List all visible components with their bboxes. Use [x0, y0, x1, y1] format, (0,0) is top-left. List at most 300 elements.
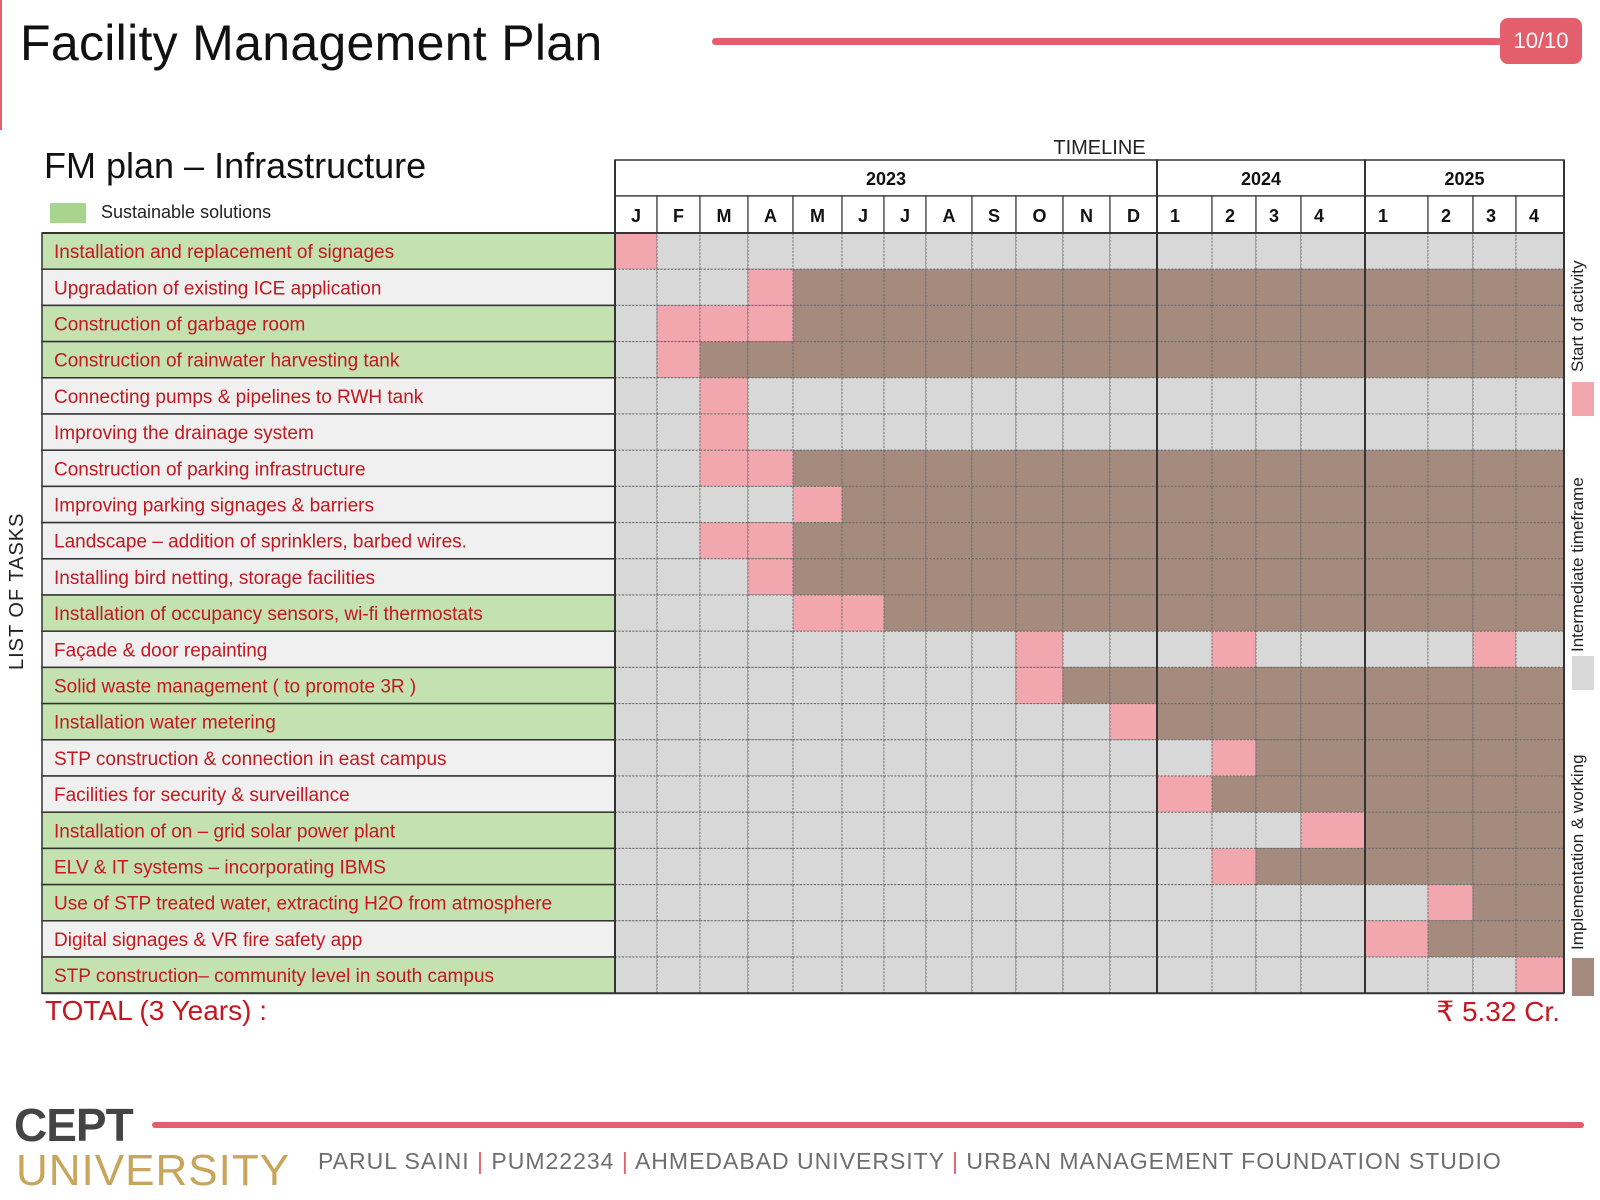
gantt-cell-intermediate — [657, 848, 700, 884]
gantt-cell-intermediate — [1428, 233, 1473, 269]
period-header-cell — [1516, 196, 1564, 233]
gantt-cell-implementation — [1365, 559, 1428, 595]
gantt-cell-intermediate — [748, 486, 793, 522]
period-label: 3 — [1268, 206, 1280, 226]
gantt-cell-implementation — [1157, 595, 1212, 631]
gantt-cell-implementation — [972, 559, 1016, 595]
gantt-cell-implementation — [1428, 450, 1473, 486]
gantt-cell-implementation — [1301, 667, 1365, 703]
gantt-cell-implementation — [1110, 450, 1157, 486]
gantt-cell-implementation — [1301, 342, 1365, 378]
gantt-cell-implementation — [1256, 667, 1301, 703]
gantt-cell-intermediate — [926, 704, 972, 740]
gantt-cell-start — [700, 450, 748, 486]
gantt-cell-implementation — [1301, 559, 1365, 595]
gantt-cell-start — [748, 450, 793, 486]
gantt-cell-intermediate — [657, 414, 700, 450]
gantt-cell-implementation — [1212, 450, 1256, 486]
gantt-cell-intermediate — [1016, 957, 1063, 993]
gantt-cell-implementation — [972, 523, 1016, 559]
gantt-cell-implementation — [1516, 667, 1564, 703]
gantt-cell-intermediate — [700, 559, 748, 595]
period-label: A — [764, 206, 777, 226]
plan-title: FM plan – Infrastructure — [44, 145, 427, 186]
task-name: Construction of parking infrastructure — [54, 459, 366, 481]
gantt-cell-intermediate — [972, 414, 1016, 450]
gantt-cell-intermediate — [842, 776, 884, 812]
gantt-cell-intermediate — [884, 776, 926, 812]
gantt-cell-implementation — [1256, 486, 1301, 522]
gantt-cell-intermediate — [1063, 740, 1110, 776]
gantt-cell-implementation — [1428, 523, 1473, 559]
gantt-cell-intermediate — [1157, 740, 1212, 776]
gantt-cell-intermediate — [1157, 885, 1212, 921]
gantt-cell-start — [842, 595, 884, 631]
gantt-cell-intermediate — [615, 740, 657, 776]
gantt-cell-intermediate — [748, 667, 793, 703]
gantt-cell-intermediate — [1473, 233, 1516, 269]
gantt-cell-intermediate — [615, 378, 657, 414]
gantt-cell-intermediate — [972, 921, 1016, 957]
gantt-cell-implementation — [1157, 523, 1212, 559]
gantt-cell-intermediate — [1212, 921, 1256, 957]
gantt-cell-implementation — [842, 305, 884, 341]
gantt-cell-implementation — [1516, 740, 1564, 776]
gantt-cell-intermediate — [615, 704, 657, 740]
gantt-cell-implementation — [884, 595, 926, 631]
gantt-cell-implementation — [1016, 486, 1063, 522]
gantt-cell-implementation — [926, 342, 972, 378]
gantt-cell-implementation — [1473, 450, 1516, 486]
gantt-cell-implementation — [1016, 305, 1063, 341]
gantt-cell-intermediate — [884, 233, 926, 269]
gantt-cell-implementation — [1365, 269, 1428, 305]
task-name: Use of STP treated water, extracting H2O from atmosphere — [54, 893, 553, 915]
gantt-cell-intermediate — [615, 631, 657, 667]
gantt-cell-implementation — [1157, 305, 1212, 341]
gantt-cell-intermediate — [700, 885, 748, 921]
gantt-cell-intermediate — [842, 957, 884, 993]
gantt-cell-implementation — [926, 450, 972, 486]
gantt-cell-intermediate — [1110, 740, 1157, 776]
gantt-cell-implementation — [1428, 740, 1473, 776]
gantt-cell-implementation — [1428, 559, 1473, 595]
task-name: STP construction– community level in south campus — [54, 966, 495, 988]
gantt-cell-start — [700, 305, 748, 341]
gantt-cell-implementation — [1110, 305, 1157, 341]
gantt-cell-implementation — [1473, 740, 1516, 776]
gantt-cell-intermediate — [1428, 414, 1473, 450]
gantt-cell-implementation — [748, 342, 793, 378]
gantt-cell-implementation — [1428, 305, 1473, 341]
gantt-cell-implementation — [1473, 486, 1516, 522]
gantt-cell-implementation — [1256, 450, 1301, 486]
gantt-cell-start — [615, 233, 657, 269]
gantt-cell-intermediate — [1365, 414, 1428, 450]
gantt-cell-implementation — [1256, 740, 1301, 776]
gantt-cell-implementation — [1212, 559, 1256, 595]
timeline-label: TIMELINE — [1053, 137, 1146, 159]
gantt-cell-implementation — [1063, 305, 1110, 341]
gantt-cell-intermediate — [1016, 233, 1063, 269]
gantt-cell-implementation — [972, 486, 1016, 522]
gantt-cell-implementation — [884, 486, 926, 522]
gantt-cell-implementation — [1301, 305, 1365, 341]
gantt-cell-intermediate — [842, 631, 884, 667]
gantt-cell-implementation — [926, 269, 972, 305]
footer-author: PARUL SAINI — [318, 1148, 470, 1174]
gantt-cell-intermediate — [657, 523, 700, 559]
gantt-cell-intermediate — [926, 378, 972, 414]
gantt-cell-intermediate — [1157, 812, 1212, 848]
gantt-cell-intermediate — [842, 414, 884, 450]
gantt-cell-intermediate — [1110, 631, 1157, 667]
period-label: 1 — [1377, 206, 1389, 226]
gantt-cell-intermediate — [972, 740, 1016, 776]
gantt-cell-implementation — [1256, 559, 1301, 595]
gantt-cell-intermediate — [1212, 957, 1256, 993]
gantt-cell-intermediate — [700, 595, 748, 631]
gantt-cell-intermediate — [1016, 378, 1063, 414]
gantt-cell-start — [657, 305, 700, 341]
gantt-cell-intermediate — [657, 486, 700, 522]
gantt-cell-implementation — [1516, 921, 1564, 957]
gantt-cell-intermediate — [748, 776, 793, 812]
gantt-cell-implementation — [793, 305, 842, 341]
gantt-cell-intermediate — [700, 631, 748, 667]
gantt-cell-intermediate — [1301, 414, 1365, 450]
task-name: Digital signages & VR fire safety app — [54, 929, 363, 951]
period-header-cell — [1157, 196, 1212, 233]
gantt-cell-intermediate — [1212, 812, 1256, 848]
gantt-cell-intermediate — [1157, 233, 1212, 269]
gantt-cell-implementation — [1110, 486, 1157, 522]
gantt-cell-implementation — [1516, 704, 1564, 740]
gantt-cell-implementation — [1365, 740, 1428, 776]
gantt-cell-start — [1212, 631, 1256, 667]
gantt-cell-implementation — [1516, 812, 1564, 848]
gantt-cell-implementation — [1157, 486, 1212, 522]
gantt-cell-intermediate — [926, 740, 972, 776]
gantt-cell-implementation — [1157, 269, 1212, 305]
gantt-cell-intermediate — [972, 667, 1016, 703]
gantt-cell-intermediate — [615, 776, 657, 812]
gantt-cell-intermediate — [1157, 921, 1212, 957]
gantt-cell-intermediate — [884, 740, 926, 776]
gantt-cell-implementation — [1212, 704, 1256, 740]
gantt-cell-intermediate — [1365, 957, 1428, 993]
gantt-cell-implementation — [1516, 595, 1564, 631]
gantt-cell-implementation — [1256, 305, 1301, 341]
period-label: M — [716, 206, 732, 226]
gantt-cell-intermediate — [842, 812, 884, 848]
gantt-cell-intermediate — [842, 233, 884, 269]
gantt-cell-intermediate — [793, 631, 842, 667]
gantt-cell-intermediate — [700, 233, 748, 269]
footer-student-id: PUM22234 — [491, 1148, 615, 1174]
gantt-cell-implementation — [1063, 559, 1110, 595]
gantt-cell-intermediate — [1428, 631, 1473, 667]
gantt-cell-intermediate — [1063, 414, 1110, 450]
gantt-cell-intermediate — [884, 378, 926, 414]
gantt-cell-intermediate — [1256, 957, 1301, 993]
gantt-cell-implementation — [1110, 523, 1157, 559]
period-label: 2 — [1224, 206, 1236, 226]
gantt-cell-implementation — [926, 523, 972, 559]
gantt-cell-start — [1428, 885, 1473, 921]
gantt-cell-implementation — [700, 342, 748, 378]
gantt-cell-intermediate — [793, 776, 842, 812]
gantt-cell-implementation — [1473, 305, 1516, 341]
gantt-cell-implementation — [1516, 848, 1564, 884]
gantt-cell-intermediate — [700, 704, 748, 740]
task-name: Installation of on – grid solar power plant — [54, 821, 396, 843]
gantt-cell-intermediate — [1016, 885, 1063, 921]
gantt-cell-start — [748, 559, 793, 595]
gantt-cell-intermediate — [700, 812, 748, 848]
gantt-cell-implementation — [1473, 559, 1516, 595]
gantt-cell-intermediate — [1301, 921, 1365, 957]
period-header-cell — [1365, 196, 1428, 233]
gantt-cell-implementation — [1301, 740, 1365, 776]
gantt-cell-intermediate — [1473, 378, 1516, 414]
gantt-cell-implementation — [1473, 523, 1516, 559]
task-name: Improving the drainage system — [54, 423, 314, 445]
gantt-cell-implementation — [1365, 305, 1428, 341]
start-legend-swatch — [1572, 382, 1594, 416]
period-label: D — [1127, 206, 1140, 226]
gantt-cell-intermediate — [1063, 885, 1110, 921]
gantt-cell-intermediate — [884, 921, 926, 957]
gantt-cell-implementation — [1016, 559, 1063, 595]
gantt-cell-intermediate — [615, 667, 657, 703]
period-label: N — [1080, 206, 1093, 226]
gantt-cell-intermediate — [748, 957, 793, 993]
gantt-cell-intermediate — [926, 921, 972, 957]
gantt-cell-implementation — [1212, 342, 1256, 378]
gantt-cell-intermediate — [748, 378, 793, 414]
gantt-cell-intermediate — [793, 740, 842, 776]
gantt-cell-intermediate — [700, 740, 748, 776]
intermediate-legend-swatch — [1572, 656, 1594, 690]
gantt-cell-implementation — [1016, 523, 1063, 559]
gantt-cell-start — [700, 523, 748, 559]
university-logo-top: CEPT — [14, 1099, 133, 1151]
gantt-cell-start — [1301, 812, 1365, 848]
gantt-cell-implementation — [1365, 812, 1428, 848]
gantt-cell-implementation — [1256, 595, 1301, 631]
gantt-cell-implementation — [1516, 305, 1564, 341]
gantt-cell-implementation — [1473, 921, 1516, 957]
gantt-cell-implementation — [1473, 812, 1516, 848]
gantt-cell-intermediate — [615, 848, 657, 884]
gantt-cell-intermediate — [657, 885, 700, 921]
gantt-cell-intermediate — [615, 559, 657, 595]
gantt-cell-intermediate — [972, 631, 1016, 667]
gantt-cell-implementation — [1212, 305, 1256, 341]
gantt-cell-intermediate — [842, 378, 884, 414]
gantt-cell-implementation — [1516, 559, 1564, 595]
footer-studio: URBAN MANAGEMENT FOUNDATION STUDIO — [966, 1148, 1502, 1174]
gantt-cell-intermediate — [615, 486, 657, 522]
gantt-cell-implementation — [1157, 559, 1212, 595]
gantt-cell-intermediate — [1110, 848, 1157, 884]
gantt-cell-implementation — [1063, 486, 1110, 522]
gantt-cell-intermediate — [972, 848, 1016, 884]
gantt-cell-implementation — [1365, 486, 1428, 522]
gantt-cell-intermediate — [1063, 233, 1110, 269]
tasks-axis-label: LIST OF TASKS — [6, 512, 28, 670]
gantt-cell-start — [1365, 921, 1428, 957]
gantt-cell-intermediate — [793, 885, 842, 921]
gantt-cell-intermediate — [1016, 414, 1063, 450]
gantt-cell-implementation — [1016, 450, 1063, 486]
gantt-cell-intermediate — [972, 957, 1016, 993]
gantt-cell-intermediate — [793, 233, 842, 269]
gantt-cell-implementation — [1428, 269, 1473, 305]
gantt-cell-start — [748, 269, 793, 305]
gantt-cell-start — [748, 523, 793, 559]
gantt-cell-intermediate — [748, 812, 793, 848]
gantt-cell-intermediate — [842, 848, 884, 884]
gantt-cell-intermediate — [1110, 776, 1157, 812]
gantt-cell-intermediate — [793, 812, 842, 848]
task-name: Solid waste management ( to promote 3R ) — [54, 676, 417, 698]
gantt-cell-implementation — [1301, 450, 1365, 486]
gantt-cell-intermediate — [700, 957, 748, 993]
gantt-cell-implementation — [842, 450, 884, 486]
gantt-cell-intermediate — [1256, 812, 1301, 848]
gantt-cell-implementation — [926, 595, 972, 631]
footer-credits — [318, 1148, 1502, 1175]
gantt-cell-implementation — [1428, 667, 1473, 703]
gantt-cell-intermediate — [1016, 848, 1063, 884]
gantt-cell-intermediate — [972, 233, 1016, 269]
gantt-cell-intermediate — [1063, 631, 1110, 667]
gantt-cell-intermediate — [615, 269, 657, 305]
gantt-cell-implementation — [1256, 523, 1301, 559]
gantt-cell-implementation — [972, 595, 1016, 631]
sustainable-legend-label: Sustainable solutions — [101, 202, 272, 222]
gantt-cell-implementation — [1365, 667, 1428, 703]
gantt-cell-intermediate — [1110, 885, 1157, 921]
gantt-cell-implementation — [1212, 776, 1256, 812]
gantt-cell-implementation — [1016, 269, 1063, 305]
task-name: STP construction & connection in east campus — [54, 748, 447, 770]
gantt-cell-intermediate — [842, 921, 884, 957]
gantt-cell-intermediate — [1016, 740, 1063, 776]
gantt-cell-intermediate — [1516, 233, 1564, 269]
gantt-cell-intermediate — [657, 378, 700, 414]
gantt-cell-implementation — [1212, 269, 1256, 305]
gantt-cell-intermediate — [657, 776, 700, 812]
gantt-cell-intermediate — [884, 704, 926, 740]
gantt-cell-intermediate — [884, 848, 926, 884]
page-number-badge: 10/10 — [1500, 18, 1582, 64]
gantt-cell-implementation — [1365, 523, 1428, 559]
gantt-cell-implementation — [1473, 342, 1516, 378]
gantt-cell-implementation — [884, 305, 926, 341]
gantt-cell-intermediate — [1110, 812, 1157, 848]
gantt-cell-intermediate — [615, 305, 657, 341]
gantt-cell-intermediate — [1516, 414, 1564, 450]
gantt-cell-implementation — [1301, 776, 1365, 812]
gantt-cell-implementation — [1428, 812, 1473, 848]
gantt-cell-intermediate — [1157, 378, 1212, 414]
period-label: 1 — [1169, 206, 1181, 226]
gantt-cell-intermediate — [1256, 233, 1301, 269]
gantt-cell-implementation — [1110, 342, 1157, 378]
period-label: 3 — [1485, 206, 1497, 226]
gantt-cell-intermediate — [1016, 921, 1063, 957]
page-title: Facility Management Plan — [20, 15, 603, 71]
gantt-cell-intermediate — [748, 921, 793, 957]
gantt-cell-start — [700, 378, 748, 414]
gantt-cell-intermediate — [926, 631, 972, 667]
total-label: TOTAL (3 Years) : — [45, 995, 268, 1026]
gantt-cell-intermediate — [1428, 957, 1473, 993]
gantt-cell-implementation — [1516, 776, 1564, 812]
gantt-cell-intermediate — [1365, 378, 1428, 414]
gantt-cell-intermediate — [1063, 776, 1110, 812]
gantt-cell-implementation — [884, 523, 926, 559]
gantt-cell-implementation — [1063, 595, 1110, 631]
gantt-cell-intermediate — [972, 704, 1016, 740]
gantt-cell-intermediate — [793, 957, 842, 993]
gantt-cell-implementation — [1157, 450, 1212, 486]
gantt-cell-implementation — [842, 559, 884, 595]
gantt-cell-intermediate — [1301, 885, 1365, 921]
gantt-cell-intermediate — [700, 921, 748, 957]
gantt-cell-implementation — [1256, 342, 1301, 378]
gantt-cell-implementation — [1301, 523, 1365, 559]
gantt-cell-implementation — [793, 450, 842, 486]
gantt-cell-implementation — [884, 559, 926, 595]
gantt-cell-implementation — [1428, 595, 1473, 631]
gantt-cell-intermediate — [1473, 957, 1516, 993]
gantt-cell-implementation — [1365, 595, 1428, 631]
gantt-cell-intermediate — [1301, 378, 1365, 414]
task-name: ELV & IT systems – incorporating IBMS — [54, 857, 386, 879]
period-label: 2 — [1440, 206, 1452, 226]
task-name: Façade & door repainting — [54, 640, 268, 662]
gantt-cell-intermediate — [1110, 921, 1157, 957]
gantt-cell-intermediate — [1212, 885, 1256, 921]
gantt-cell-implementation — [793, 342, 842, 378]
gantt-cell-implementation — [1157, 667, 1212, 703]
gantt-cell-intermediate — [700, 776, 748, 812]
task-name: Construction of rainwater harvesting tank — [54, 350, 400, 372]
gantt-cell-implementation — [884, 342, 926, 378]
gantt-cell-implementation — [1473, 885, 1516, 921]
gantt-cell-implementation — [1428, 776, 1473, 812]
gantt-cell-implementation — [1256, 776, 1301, 812]
gantt-cell-implementation — [1516, 486, 1564, 522]
gantt-cell-implementation — [1365, 450, 1428, 486]
gantt-cell-implementation — [842, 523, 884, 559]
gantt-cell-start — [793, 595, 842, 631]
gantt-cell-implementation — [1516, 885, 1564, 921]
gantt-cell-implementation — [1516, 450, 1564, 486]
task-name: Upgradation of existing ICE application — [54, 278, 382, 300]
gantt-cell-intermediate — [615, 523, 657, 559]
gantt-cell-start — [748, 305, 793, 341]
gantt-cell-implementation — [972, 269, 1016, 305]
gantt-cell-implementation — [1256, 848, 1301, 884]
gantt-cell-intermediate — [1212, 414, 1256, 450]
gantt-cell-implementation — [1516, 269, 1564, 305]
gantt-cell-implementation — [1428, 486, 1473, 522]
